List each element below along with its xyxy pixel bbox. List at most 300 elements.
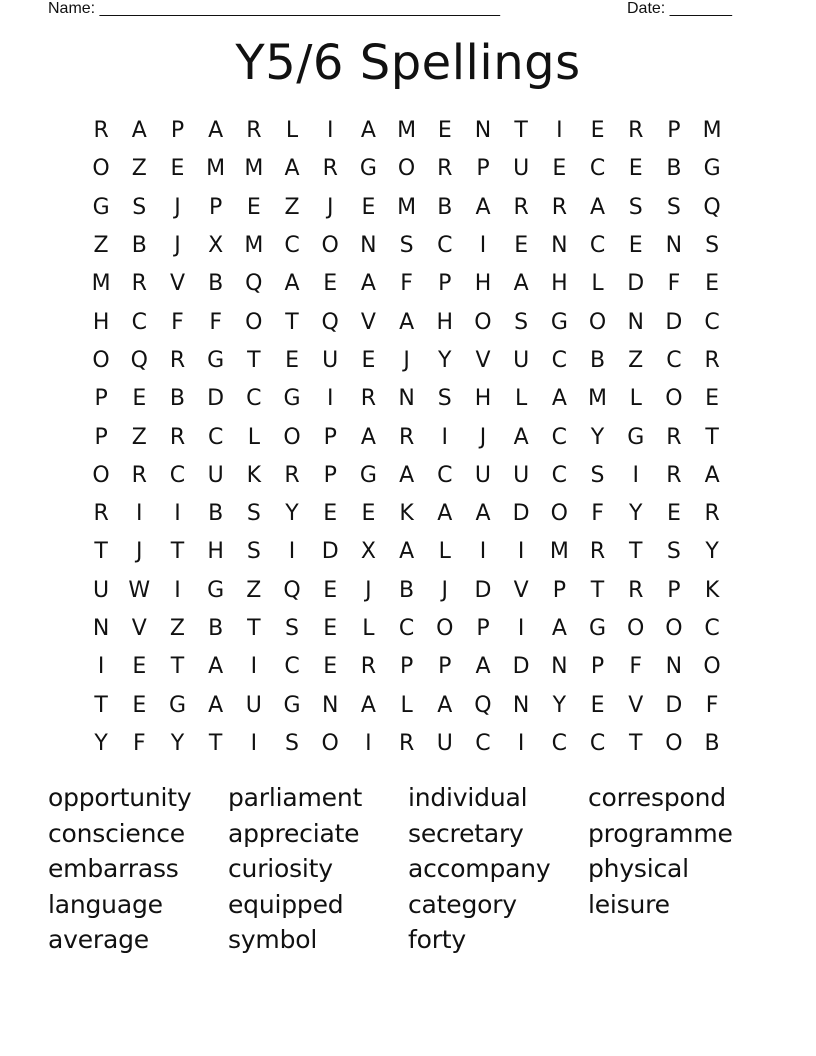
grid-letter: I <box>517 539 525 565</box>
grid-letter: O <box>397 156 416 182</box>
word-list <box>48 780 768 958</box>
grid-letter: N <box>665 654 683 680</box>
grid-letter: A <box>360 118 376 144</box>
grid-letter: P <box>552 577 566 603</box>
word-list-item: individual <box>408 783 528 812</box>
grid-letter: I <box>136 501 143 527</box>
grid-letter: E <box>361 194 376 220</box>
grid-letter: G <box>283 386 301 412</box>
grid-letter: N <box>551 654 568 680</box>
grid-letter: B <box>399 577 415 603</box>
grid-letter: M <box>702 118 722 144</box>
grid-letter: C <box>704 616 720 641</box>
grid-row <box>82 648 732 686</box>
grid-letter: N <box>92 616 110 641</box>
grid-letter: O <box>92 347 110 373</box>
grid-letter: A <box>551 386 567 412</box>
grid-letter: Q <box>130 347 148 373</box>
grid-letter: U <box>93 577 110 603</box>
grid-row <box>82 610 732 648</box>
grid-letter: I <box>632 462 639 488</box>
grid-letter: G <box>627 424 645 450</box>
grid-letter: R <box>704 347 720 373</box>
grid-letter: Z <box>131 156 147 182</box>
grid-letter: E <box>590 692 605 718</box>
grid-letter: E <box>170 156 185 182</box>
grid-letter: C <box>207 424 224 450</box>
grid-letter: B <box>208 616 224 641</box>
grid-row <box>82 227 732 265</box>
grid-letter: T <box>285 309 299 335</box>
grid-letter: E <box>323 271 338 297</box>
grid-letter: E <box>552 156 567 182</box>
grid-row <box>82 533 732 571</box>
grid-letter: U <box>207 462 224 488</box>
grid-letter: D <box>665 692 683 718</box>
grid-letter: A <box>284 156 300 182</box>
grid-letter: B <box>437 194 453 220</box>
grid-letter: I <box>556 118 563 144</box>
grid-letter: L <box>285 118 299 144</box>
grid-letter: E <box>132 692 147 718</box>
grid-letter: G <box>359 156 377 182</box>
grid-letter: C <box>704 309 720 335</box>
grid-letter: W <box>128 577 151 603</box>
grid-letter: E <box>323 501 338 527</box>
grid-letter: F <box>629 654 643 680</box>
grid-letter: E <box>323 577 338 603</box>
grid-letter: S <box>285 616 300 641</box>
grid-letter: B <box>131 233 147 259</box>
page-title: Y5/6 Spellings <box>235 35 581 91</box>
grid-letter: A <box>399 309 415 335</box>
grid-letter: T <box>705 424 719 450</box>
grid-row <box>82 112 732 150</box>
grid-row <box>82 418 732 456</box>
grid-letter: R <box>513 194 529 220</box>
grid-letter: A <box>208 654 224 680</box>
grid-letter: R <box>628 118 644 144</box>
grid-letter: U <box>513 156 530 182</box>
grid-letter: P <box>438 271 452 297</box>
grid-letter: R <box>169 424 186 450</box>
grid-letter: O <box>436 616 454 641</box>
grid-letter: L <box>515 386 528 412</box>
grid-letter: S <box>666 194 681 220</box>
grid-letter: A <box>437 692 453 718</box>
grid-letter: U <box>245 692 262 718</box>
grid-letter: F <box>591 501 604 527</box>
word-list-item: physical <box>588 854 689 883</box>
grid-letter: R <box>704 501 720 527</box>
grid-letter: P <box>170 118 185 144</box>
grid-letter: E <box>323 616 338 641</box>
grid-letter: T <box>628 730 643 756</box>
grid-row <box>82 495 732 533</box>
grid-letter: I <box>326 386 334 412</box>
grid-letter: L <box>400 692 413 718</box>
grid-letter: A <box>399 539 415 565</box>
grid-letter: N <box>474 118 492 144</box>
word-list-item: correspond <box>588 783 726 812</box>
word-list-item: appreciate <box>228 818 360 848</box>
grid-letter: R <box>666 462 682 488</box>
grid-letter: J <box>174 233 181 259</box>
grid-letter: O <box>665 616 683 641</box>
grid-letter: P <box>590 654 605 680</box>
grid-letter: G <box>92 194 110 220</box>
word-list-item: category <box>408 889 517 919</box>
grid-letter: E <box>361 501 376 527</box>
grid-letter: E <box>285 347 299 373</box>
grid-letter: V <box>513 577 529 603</box>
grid-letter: F <box>667 271 681 297</box>
grid-letter: N <box>360 233 377 259</box>
grid-letter: G <box>359 462 377 488</box>
name-field: Name: _____________________________________________ <box>48 0 500 17</box>
grid-letter: A <box>284 271 300 297</box>
grid-letter: C <box>551 730 568 756</box>
grid-letter: J <box>365 577 372 603</box>
grid-letter: C <box>666 347 682 373</box>
grid-letter: R <box>589 539 606 565</box>
grid-letter: O <box>92 156 110 182</box>
grid-letter: B <box>589 347 606 373</box>
grid-letter: G <box>168 692 186 718</box>
grid-letter: L <box>629 386 642 412</box>
grid-letter: F <box>705 692 719 718</box>
grid-letter: H <box>474 386 492 412</box>
word-list-item: conscience <box>48 818 185 848</box>
grid-row <box>82 686 732 724</box>
grid-letter: O <box>245 309 263 335</box>
grid-letter: E <box>437 118 452 144</box>
word-list-item: embarrass <box>48 854 179 883</box>
grid-letter: E <box>514 233 529 259</box>
grid-letter: O <box>321 233 339 259</box>
grid-letter: R <box>628 577 644 603</box>
grid-letter: P <box>476 156 490 182</box>
grid-letter: R <box>93 118 109 144</box>
word-list-item: forty <box>408 925 466 954</box>
grid-letter: R <box>93 501 109 527</box>
grid-letter: Y <box>590 424 605 450</box>
grid-letter: O <box>550 501 568 527</box>
grid-letter: V <box>360 309 376 335</box>
grid-letter: T <box>590 577 605 603</box>
grid-letter: S <box>666 539 681 565</box>
word-list-item: average <box>48 925 149 954</box>
grid-letter: D <box>512 654 530 680</box>
grid-letter: Z <box>284 194 300 220</box>
grid-letter: R <box>246 118 262 144</box>
grid-letter: Y <box>94 730 108 756</box>
grid-letter: C <box>551 462 568 488</box>
grid-letter: N <box>627 309 644 335</box>
grid-letter: Z <box>246 577 262 603</box>
grid-row <box>82 457 732 495</box>
grid-letter: P <box>438 654 452 680</box>
grid-letter: C <box>398 616 415 641</box>
grid-letter: I <box>517 730 525 756</box>
grid-letter: S <box>399 233 414 259</box>
grid-letter: D <box>474 577 492 603</box>
grid-letter: R <box>131 271 147 297</box>
grid-letter: I <box>441 424 449 450</box>
grid-letter: P <box>94 386 108 412</box>
grid-letter: U <box>436 730 453 756</box>
word-list-item: equipped <box>228 889 344 919</box>
grid-letter: G <box>589 616 607 641</box>
grid-letter: T <box>170 654 185 680</box>
grid-letter: B <box>666 156 682 182</box>
grid-letter: A <box>551 616 567 641</box>
grid-letter: C <box>589 156 606 182</box>
worksheet-header <box>0 0 816 22</box>
grid-letter: G <box>283 692 301 718</box>
grid-letter: A <box>360 424 376 450</box>
grid-letter: Z <box>169 616 185 641</box>
word-list-item: opportunity <box>48 783 192 812</box>
grid-row <box>82 380 732 418</box>
grid-letter: E <box>666 501 681 527</box>
grid-letter: E <box>705 271 720 297</box>
grid-letter: S <box>132 194 147 220</box>
grid-letter: R <box>437 156 453 182</box>
grid-letter: J <box>479 424 487 450</box>
grid-letter: N <box>512 692 530 718</box>
grid-letter: R <box>398 424 415 450</box>
grid-letter: J <box>441 577 449 603</box>
grid-letter: U <box>513 462 530 488</box>
grid-letter: C <box>284 654 300 680</box>
grid-letter: F <box>171 309 184 335</box>
grid-letter: H <box>551 271 568 297</box>
grid-letter: P <box>94 424 108 450</box>
grid-letter: P <box>209 194 223 220</box>
grid-letter: C <box>246 386 262 412</box>
grid-letter: A <box>208 692 224 718</box>
grid-letter: T <box>247 616 261 641</box>
grid-letter: D <box>665 309 683 335</box>
grid-letter: E <box>132 654 147 680</box>
grid-letter: A <box>208 118 224 144</box>
grid-letter: Q <box>245 271 263 297</box>
word-list-item: language <box>48 889 163 919</box>
grid-letter: T <box>247 347 261 373</box>
grid-letter: C <box>437 462 453 488</box>
grid-letter: E <box>590 118 605 144</box>
grid-letter: C <box>169 462 186 488</box>
grid-letter: Y <box>285 501 299 527</box>
grid-letter: Y <box>170 730 185 756</box>
grid-letter: P <box>399 654 414 680</box>
grid-letter: B <box>704 730 720 756</box>
grid-letter: G <box>207 577 225 603</box>
grid-letter: V <box>475 347 491 373</box>
grid-letter: N <box>321 692 339 718</box>
grid-letter: E <box>628 156 643 182</box>
grid-letter: E <box>628 233 643 259</box>
grid-letter: S <box>590 462 605 488</box>
grid-letter: P <box>323 424 337 450</box>
grid-letter: R <box>360 386 377 412</box>
grid-letter: Z <box>93 233 109 259</box>
grid-letter: O <box>321 730 339 756</box>
grid-letter: O <box>665 730 683 756</box>
grid-letter: K <box>704 577 720 603</box>
grid-letter: X <box>208 233 224 259</box>
grid-letter: E <box>246 194 261 220</box>
grid-letter: L <box>438 539 451 565</box>
grid-letter: R <box>666 424 682 450</box>
grid-letter: Q <box>474 692 492 718</box>
word-list-item: leisure <box>588 889 670 919</box>
grid-letter: C <box>589 730 606 756</box>
grid-letter: I <box>174 501 181 527</box>
grid-letter: V <box>131 616 147 641</box>
grid-letter: T <box>94 539 108 565</box>
grid-letter: A <box>590 194 606 220</box>
grid-letter: A <box>513 424 529 450</box>
date-field: Date: _______ <box>627 0 732 17</box>
grid-letter: I <box>174 577 181 603</box>
grid-letter: C <box>131 309 147 335</box>
grid-letter: C <box>475 730 491 756</box>
grid-letter: P <box>667 118 681 144</box>
grid-letter: L <box>247 424 260 450</box>
word-list-item: accompany <box>408 854 551 883</box>
grid-letter: M <box>397 194 417 220</box>
grid-letter: Z <box>628 347 644 373</box>
grid-letter: O <box>627 616 645 641</box>
grid-letter: K <box>399 501 414 527</box>
grid-letter: R <box>322 156 338 182</box>
grid-row <box>82 342 732 380</box>
grid-letter: I <box>288 539 296 565</box>
grid-letter: R <box>284 462 300 488</box>
grid-letter: C <box>437 233 453 259</box>
grid-letter: M <box>588 386 608 412</box>
grid-letter: S <box>628 194 643 220</box>
grid-letter: A <box>360 692 376 718</box>
grid-row <box>82 303 732 341</box>
grid-letter: J <box>136 539 143 565</box>
grid-letter: R <box>398 730 415 756</box>
grid-letter: I <box>250 730 258 756</box>
grid-letter: I <box>479 233 487 259</box>
grid-letter: E <box>361 347 376 373</box>
grid-letter: A <box>360 271 376 297</box>
grid-letter: J <box>174 194 181 220</box>
grid-row <box>82 150 732 188</box>
grid-letter: S <box>246 539 261 565</box>
grid-letter: A <box>475 194 491 220</box>
grid-letter: O <box>474 309 492 335</box>
grid-letter: N <box>665 233 683 259</box>
word-list-item: curiosity <box>228 854 333 883</box>
grid-letter: K <box>246 462 262 488</box>
grid-letter: S <box>285 730 300 756</box>
grid-letter: R <box>131 462 147 488</box>
grid-letter: Q <box>703 194 721 220</box>
grid-letter: I <box>97 654 105 680</box>
grid-letter: R <box>169 347 186 373</box>
grid-letter: A <box>131 118 147 144</box>
grid-letter: D <box>512 501 530 527</box>
grid-letter: J <box>403 347 410 373</box>
grid-letter: A <box>475 654 491 680</box>
grid-letter: B <box>169 386 186 412</box>
grid-letter: T <box>208 730 223 756</box>
grid-letter: Z <box>131 424 147 450</box>
grid-row <box>82 572 732 610</box>
grid-letter: N <box>551 233 568 259</box>
grid-letter: U <box>474 462 492 488</box>
grid-letter: B <box>208 271 224 297</box>
grid-letter: D <box>207 386 225 412</box>
grid-letter: I <box>517 616 525 641</box>
grid-letter: F <box>400 271 413 297</box>
grid-letter: D <box>627 271 645 297</box>
grid-letter: M <box>397 118 417 144</box>
grid-letter: C <box>284 233 300 259</box>
grid-letter: I <box>365 730 372 756</box>
grid-letter: H <box>207 539 224 565</box>
grid-letter: F <box>132 730 146 756</box>
grid-letter: A <box>399 462 415 488</box>
word-list-item: parliament <box>228 783 363 812</box>
grid-letter: R <box>551 194 567 220</box>
grid-letter: Q <box>321 309 339 335</box>
grid-letter: E <box>705 386 720 412</box>
grid-letter: A <box>475 501 491 527</box>
grid-letter: Y <box>438 347 452 373</box>
grid-letter: S <box>705 233 720 259</box>
grid-letter: T <box>628 539 643 565</box>
grid-letter: S <box>514 309 529 335</box>
grid-letter: Y <box>552 692 567 718</box>
grid-letter: U <box>322 347 339 373</box>
grid-letter: H <box>436 309 454 335</box>
grid-letter: C <box>551 424 568 450</box>
grid-letter: A <box>704 462 720 488</box>
grid-letter: D <box>321 539 339 565</box>
grid-letter: Y <box>628 501 643 527</box>
grid-letter: I <box>479 539 487 565</box>
letter-grid <box>82 112 732 763</box>
grid-letter: M <box>206 156 226 182</box>
grid-letter: T <box>94 692 108 718</box>
grid-letter: T <box>514 118 528 144</box>
grid-letter: M <box>549 539 569 565</box>
grid-letter: H <box>92 309 110 335</box>
grid-letter: I <box>326 118 334 144</box>
grid-letter: Y <box>705 539 719 565</box>
grid-letter: P <box>476 616 490 641</box>
grid-letter: I <box>250 654 258 680</box>
grid-letter: E <box>132 386 147 412</box>
grid-letter: T <box>170 539 185 565</box>
grid-letter: U <box>513 347 530 373</box>
grid-letter: L <box>362 616 375 641</box>
grid-letter: J <box>326 194 334 220</box>
grid-letter: R <box>360 654 377 680</box>
grid-letter: N <box>398 386 415 412</box>
grid-letter: M <box>244 233 264 259</box>
grid-letter: S <box>437 386 452 412</box>
grid-letter: O <box>665 386 683 412</box>
